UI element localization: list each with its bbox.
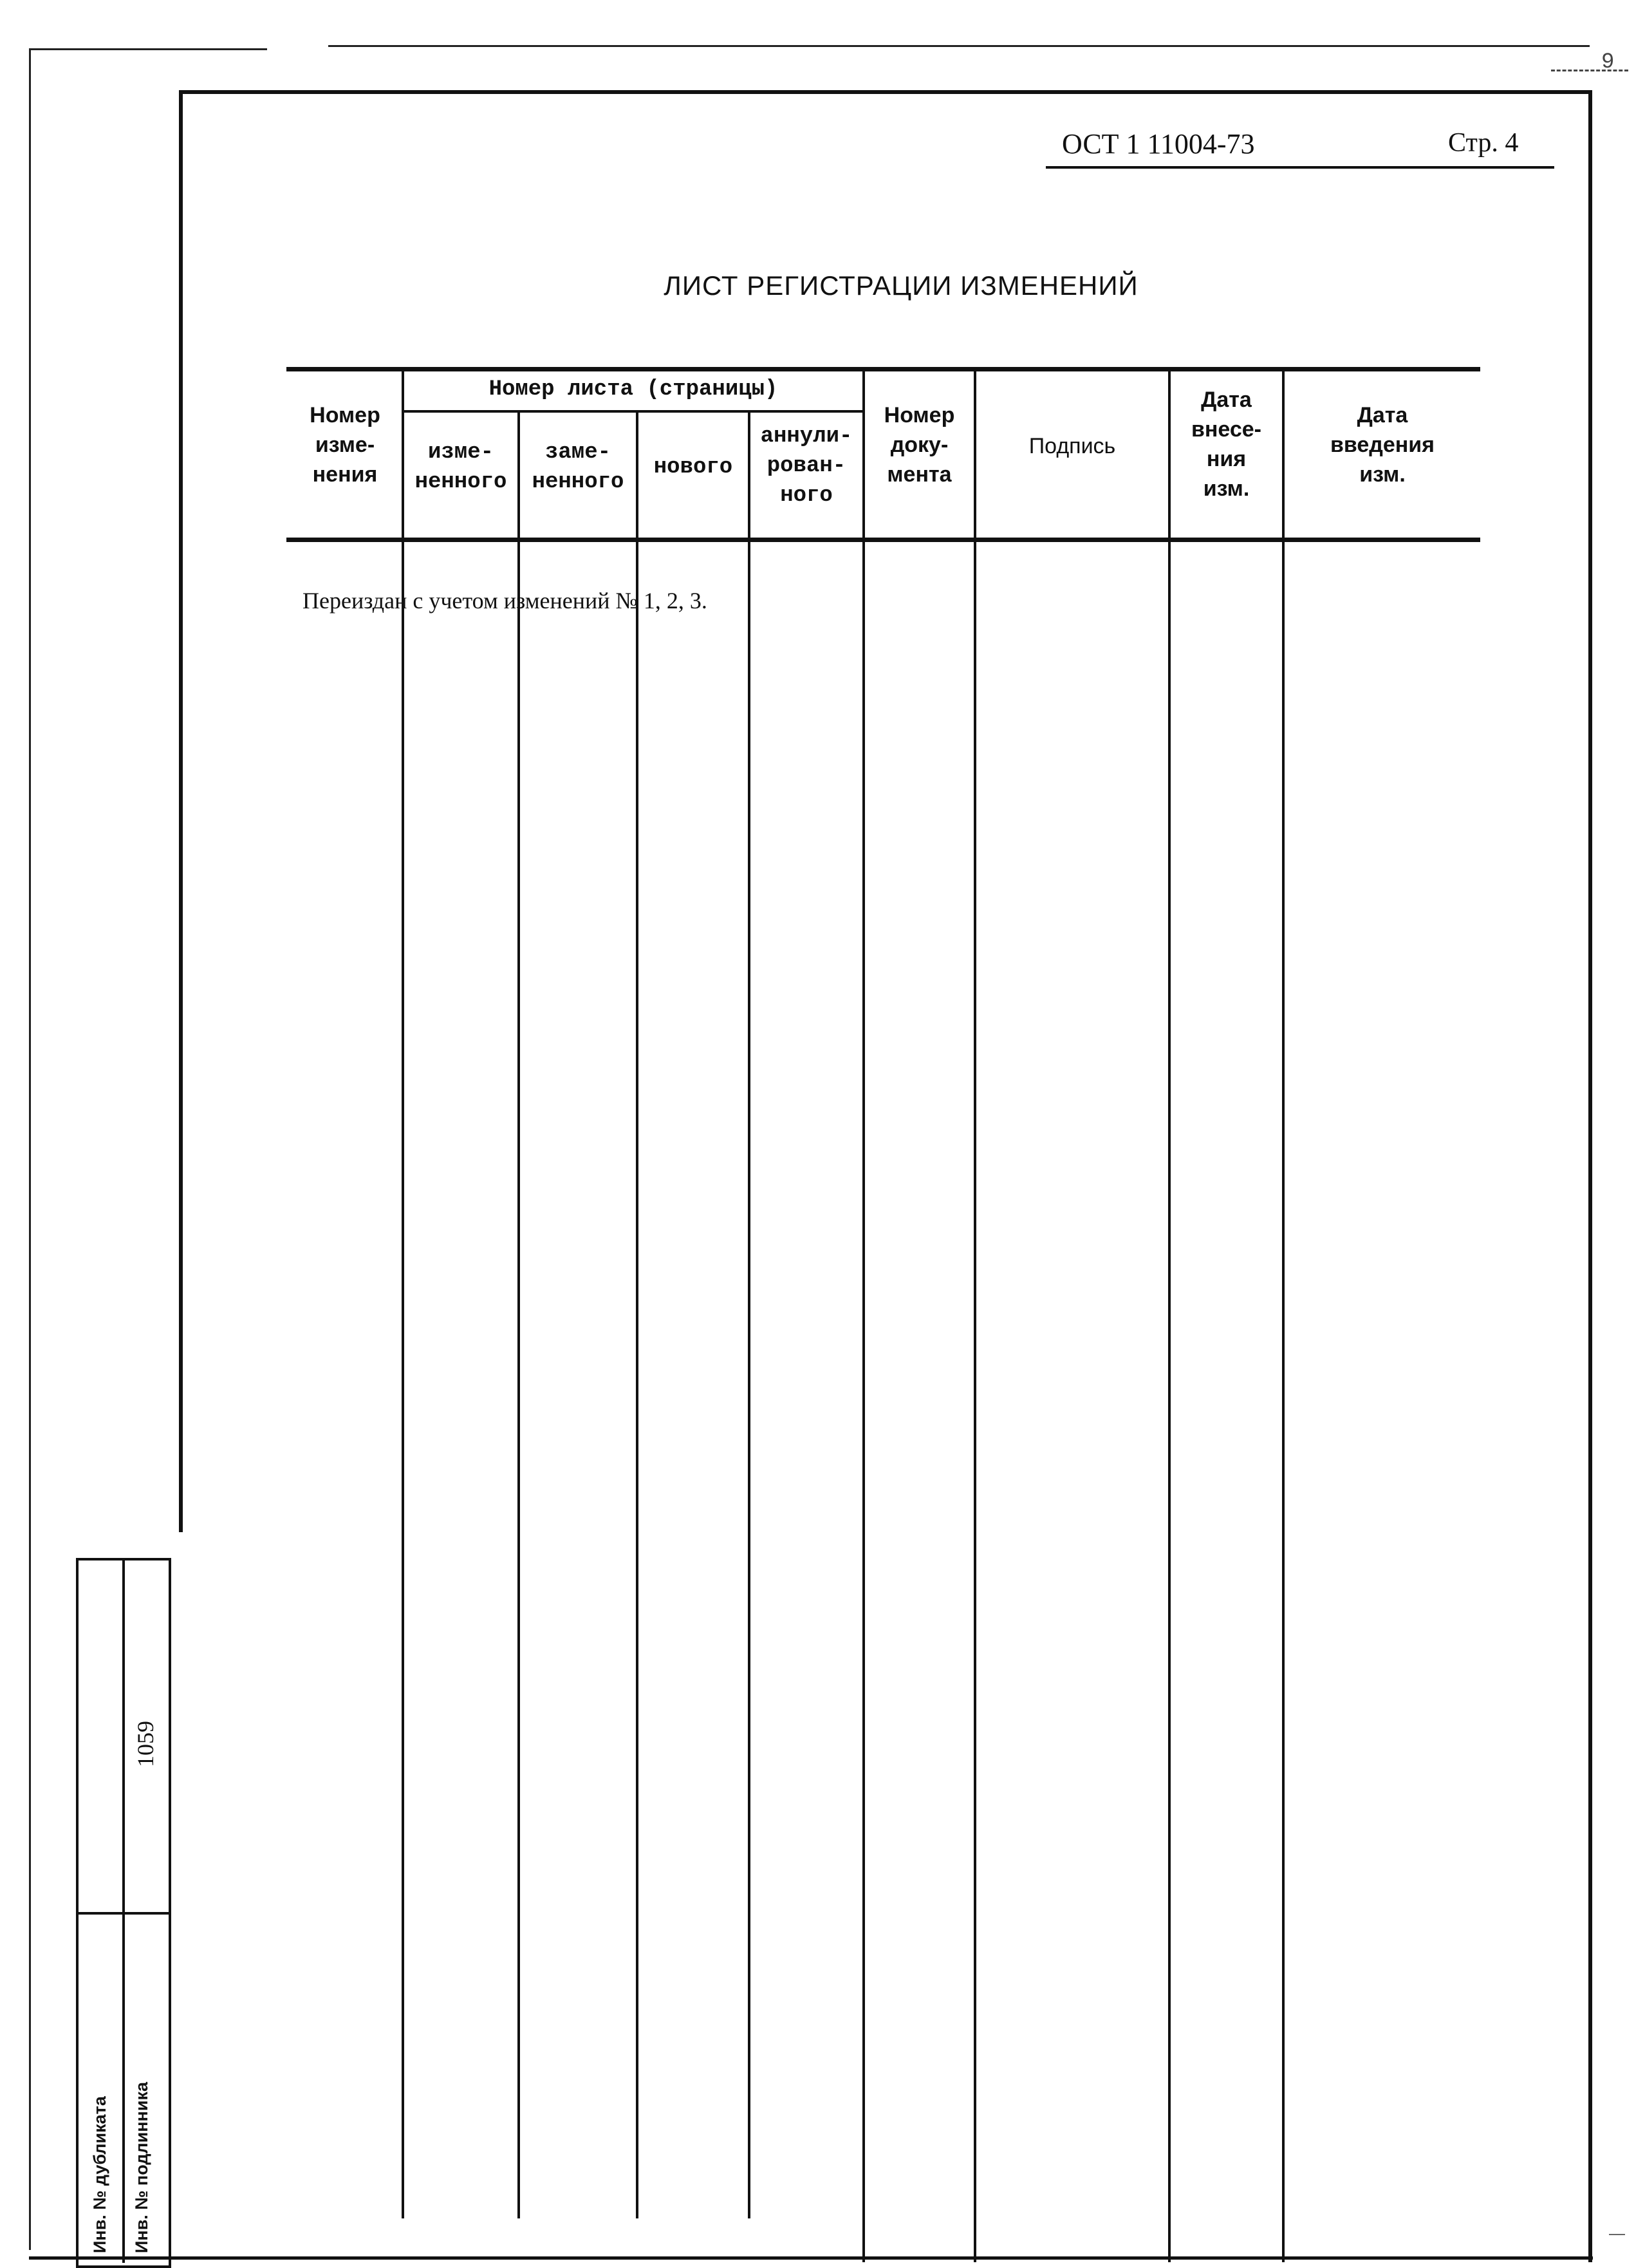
frame-border-top <box>328 45 1590 47</box>
column-divider <box>974 371 976 2262</box>
column-divider <box>517 412 520 2218</box>
header-date-entered: Дата внесе- ния изм. <box>1191 388 1262 501</box>
column-divider <box>1282 371 1285 2262</box>
column-divider <box>402 371 404 2218</box>
header-signature: Подпись <box>1028 434 1116 458</box>
duplicate-inventory-label: Инв. № дубликата <box>90 2096 109 2253</box>
header-date-introduced: Дата введения изм. <box>1330 403 1435 487</box>
header-cancelled-sheet: аннули- рован- ного <box>760 424 853 508</box>
column-divider <box>1168 371 1171 2262</box>
header-change-number: Номер изме- нения <box>310 403 380 487</box>
original-inventory-number: 1059 <box>133 1721 158 1767</box>
header-sheet-group: Номер листа (страницы) <box>488 377 778 402</box>
corner-page-mark: 9 <box>1601 50 1615 75</box>
header-document-number: Номер доку- мента <box>884 403 955 487</box>
frame-border-top-left <box>29 48 267 50</box>
column-divider <box>636 412 638 2218</box>
frame-dash <box>1551 70 1628 71</box>
header-changed-sheet: изме- ненного <box>414 440 507 494</box>
header-replaced-sheet: заме- ненного <box>532 440 624 494</box>
table-top-rule <box>286 367 1480 371</box>
header-underline <box>1046 166 1554 169</box>
page-title: ЛИСТ РЕГИСТРАЦИИ ИЗМЕНЕНИЙ <box>664 270 1138 301</box>
document-code: ОСТ 1 11004-73 <box>1062 128 1255 160</box>
stamp-divider <box>122 1558 125 2263</box>
group-header-rule <box>404 410 862 413</box>
frame-border-left <box>29 48 31 2250</box>
inner-frame-top <box>179 90 1592 94</box>
table-header-rule <box>286 538 1480 542</box>
frame-border-bottom <box>29 2256 1593 2260</box>
header-new-sheet: нового <box>653 455 733 480</box>
margin-mark <box>1609 2234 1625 2235</box>
inner-frame-left <box>179 90 183 1532</box>
reissue-note: Переиздан с учетом изменений № 1, 2, 3. <box>302 588 707 614</box>
page-number: Стр. 4 <box>1448 128 1519 158</box>
frame-border-right <box>1588 90 1592 2262</box>
column-divider <box>862 371 865 2262</box>
original-inventory-label: Инв. № подлинника <box>132 2082 151 2253</box>
column-divider <box>748 412 750 2218</box>
stamp-divider <box>76 1912 169 1915</box>
